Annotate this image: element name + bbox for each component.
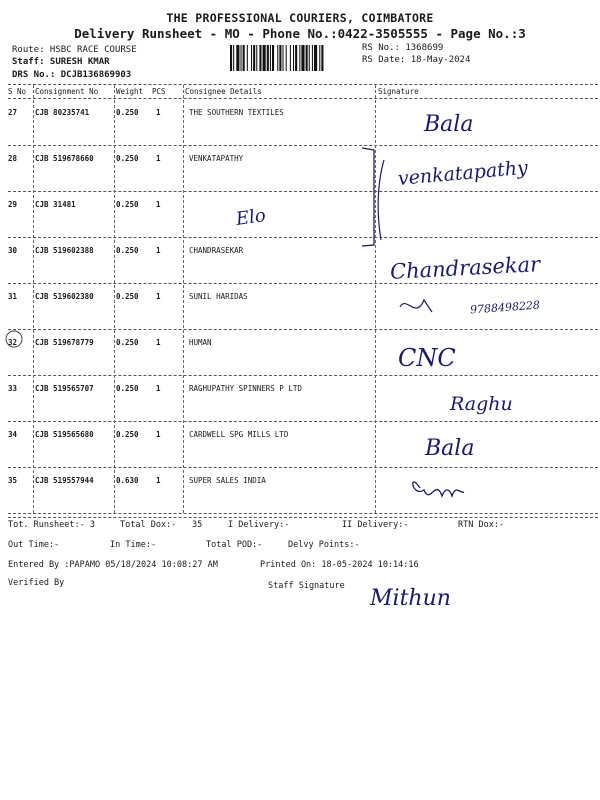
row-sno: 35 xyxy=(8,476,18,485)
tot-runsheet: Tot. Runsheet:- 3 xyxy=(8,520,95,530)
col-sno: S No xyxy=(8,87,27,96)
row-consignment: CJB 519565680 xyxy=(35,430,94,439)
signature-row29: Elo xyxy=(234,205,268,230)
delvy-points: Delvy Points:- xyxy=(288,540,360,550)
col-signature: Signature xyxy=(378,87,419,96)
total-pod: Total POD:- xyxy=(206,540,263,550)
row-consignee: SUPER SALES INDIA xyxy=(189,476,266,485)
row-pcs: 1 xyxy=(156,338,161,347)
row-sno: 34 xyxy=(8,430,18,439)
row-sno: 30 xyxy=(8,246,18,255)
row-consignee: VENKATAPATHY xyxy=(189,154,244,163)
row-sno: 28 xyxy=(8,154,18,163)
signature-row31: 9788498228 xyxy=(469,298,541,317)
signature-row32: CNC xyxy=(398,344,456,372)
verified-by: Verified By xyxy=(8,578,65,588)
staff-signature-handwritten: Mithun xyxy=(370,586,451,611)
out-time: Out Time:- xyxy=(8,540,60,550)
total-dox-value: 35 xyxy=(192,520,203,530)
row-weight: 0.250 xyxy=(116,338,139,347)
signature-row30: Chandrasekar xyxy=(389,252,541,284)
i-delivery: I Delivery:- xyxy=(228,520,290,530)
company-name: THE PROFESSIONAL COURIERS, COIMBATORE xyxy=(166,11,434,25)
row-pcs: 1 xyxy=(156,246,161,255)
col-consignee: Consignee Details xyxy=(185,87,262,96)
row-consignment: CJB 80235741 xyxy=(35,108,90,117)
ii-delivery: II Delivery:- xyxy=(342,520,409,530)
row-pcs: 1 xyxy=(156,200,161,209)
col-weight: Weight xyxy=(116,87,144,96)
col-consignment: Consignment No xyxy=(35,87,99,96)
entered-by: Entered By :PAPAMO 05/18/2024 10:08:27 AM xyxy=(8,560,218,570)
in-time: In Time:- xyxy=(110,540,157,550)
row-consignee: SUNIL HARIDAS xyxy=(189,292,248,301)
circle-mark-row32 xyxy=(6,331,22,347)
col-pcs: PCS xyxy=(152,87,166,96)
row-weight: 0.250 xyxy=(116,154,139,163)
row-consignee: CHANDRASEKAR xyxy=(189,246,244,255)
row-weight: 0.250 xyxy=(116,200,139,209)
row-weight: 0.630 xyxy=(116,476,139,485)
row-consignment: CJB 519602380 xyxy=(35,292,94,301)
row-consignee: RAGHUPATHY SPINNERS P LTD xyxy=(189,384,302,393)
row-weight: 0.250 xyxy=(116,246,139,255)
runsheet-title: Delivery Runsheet - MO - Phone No.:0422-3505555 - Page No.:3 xyxy=(74,26,526,41)
signature-row34: Bala xyxy=(425,436,475,461)
staff-signature-label: Staff Signature xyxy=(268,581,345,591)
row-pcs: 1 xyxy=(156,384,161,393)
printed-on: Printed On: 18-05-2024 10:14:16 xyxy=(260,560,419,570)
total-dox-label: Total Dox:- xyxy=(120,520,177,530)
rtn-dox: RTN Dox:- xyxy=(458,520,505,530)
signature-row27: Bala xyxy=(424,112,474,137)
row-sno: 29 xyxy=(8,200,18,209)
row-sno: 32 xyxy=(8,338,18,347)
drs-number: DRS No.: DCJB136869903 xyxy=(12,70,132,80)
row-consignment: CJB 519678779 xyxy=(35,338,94,347)
row-consignee: HUMAN xyxy=(189,338,212,347)
row-pcs: 1 xyxy=(156,430,161,439)
row-consignment: CJB 31481 xyxy=(35,200,76,209)
row-consignee: CARDWELL SPG MILLS LTD xyxy=(189,430,289,439)
row-weight: 0.250 xyxy=(116,292,139,301)
row-consignee: THE SOUTHERN TEXTILES xyxy=(189,108,284,117)
row-weight: 0.250 xyxy=(116,430,139,439)
row-pcs: 1 xyxy=(156,476,161,485)
row-weight: 0.250 xyxy=(116,108,139,117)
row-sno: 33 xyxy=(8,384,18,393)
staff-label: Staff: SURESH KMAR xyxy=(12,57,110,67)
row-pcs: 1 xyxy=(156,154,161,163)
footer-divider xyxy=(8,517,598,518)
route-label: Route: HSBC RACE COURSE xyxy=(12,45,137,55)
row-consignment: CJB 519602388 xyxy=(35,246,94,255)
rs-number: RS No.: 1368699 xyxy=(362,43,444,53)
row-consignment: CJB 519565707 xyxy=(35,384,94,393)
row-sno: 31 xyxy=(8,292,18,301)
row-sno: 27 xyxy=(8,108,18,117)
signature-row28: venkatapathy xyxy=(397,156,529,190)
row-consignment: CJB 519557944 xyxy=(35,476,94,485)
signature-row33: Raghu xyxy=(450,393,513,415)
row-pcs: 1 xyxy=(156,108,161,117)
rs-date: RS Date: 18-May-2024 xyxy=(362,55,471,65)
row-weight: 0.250 xyxy=(116,384,139,393)
row-pcs: 1 xyxy=(156,292,161,301)
row-consignment: CJB 519678660 xyxy=(35,154,94,163)
